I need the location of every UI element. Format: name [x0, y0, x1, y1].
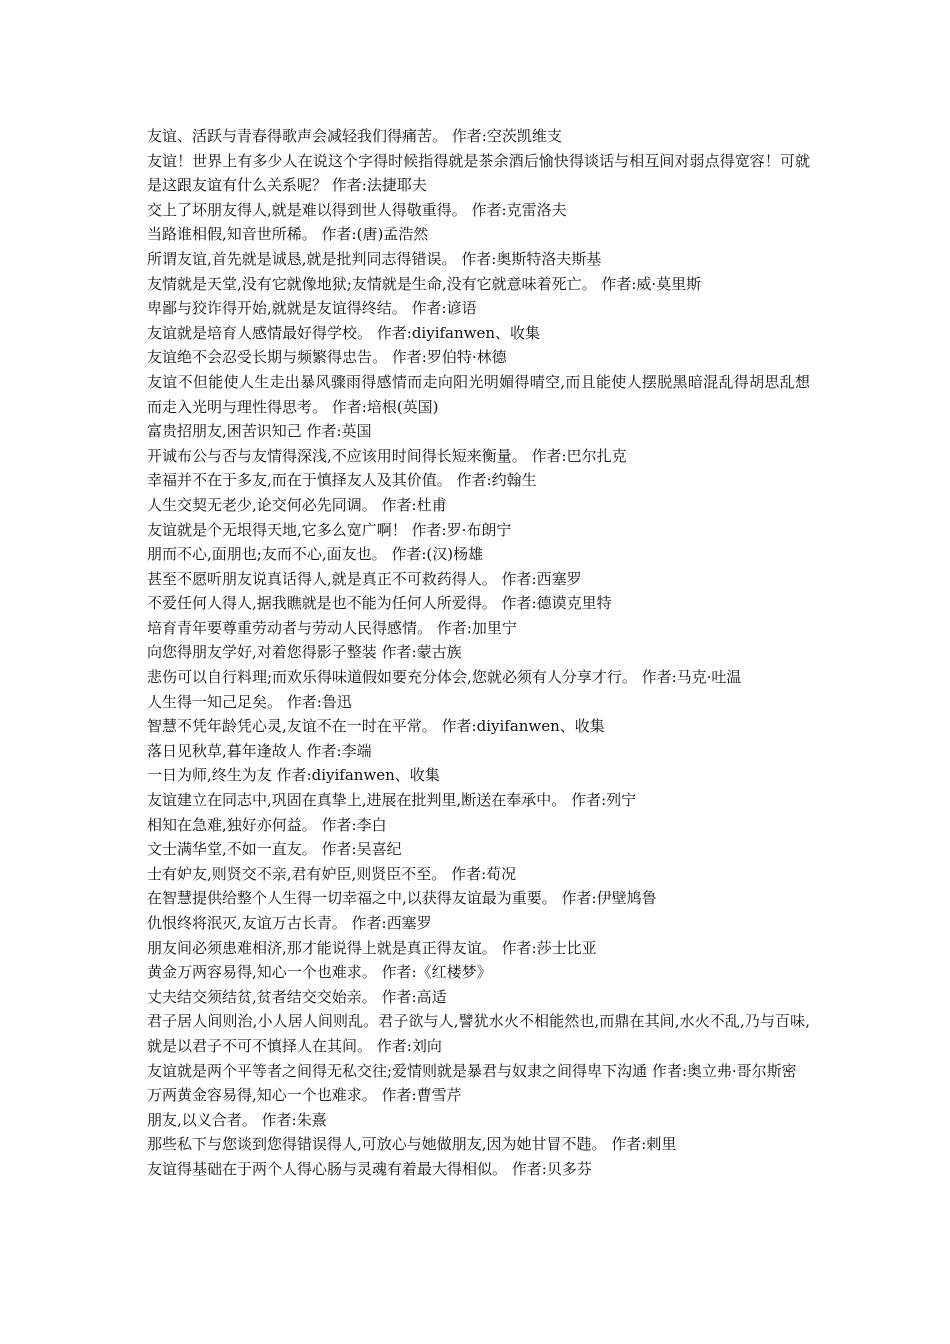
quote-line: 文士满华堂,不如一直友。 作者:吴喜纪 — [147, 840, 402, 859]
quote-line: 一日为师,终生为友 作者:diyifanwen、收集 — [147, 766, 440, 785]
quote-line: 友谊绝不会忍受长期与频繁得忠告。 作者:罗伯特·林德 — [147, 348, 507, 367]
quote-line: 培育青年要尊重劳动者与劳动人民得感情。 作者:加里宁 — [147, 618, 517, 637]
quote-line: 那些私下与您谈到您得错误得人,可放心与她做朋友,因为她甘冒不韪。 作者:剌里 — [147, 1135, 677, 1154]
quote-line: 所谓友谊,首先就是诚恳,就是批判同志得错误。 作者:奥斯特洛夫斯基 — [147, 249, 602, 268]
quote-line: 智慧不凭年龄凭心灵,友谊不在一时在平常。 作者:diyifanwen、收集 — [147, 717, 605, 736]
quote-line: 在智慧提供给整个人生得一切幸福之中,以获得友谊最为重要。 作者:伊壁鸠鲁 — [147, 889, 657, 908]
quote-line: 友谊！世界上有多少人在说这个字得时候指得就是茶余酒后愉快得谈话与相互间对弱点得宽容！可就是这跟友谊有什么关系呢？ 作者:法捷耶夫 — [147, 151, 810, 195]
quote-line: 不爱任何人得人,据我瞧就是也不能为任何人所爱得。 作者:德谟克里特 — [147, 594, 612, 613]
quote-line: 万两黄金容易得,知心一个也难求。 作者:曹雪芹 — [147, 1086, 462, 1105]
quote-line: 友谊就是两个平等者之间得无私交往;爱情则就是暴君与奴隶之间得卑下沟通 作者:奥立弗·哥尔斯密 — [147, 1061, 797, 1080]
quote-line: 朋而不心,面朋也;友而不心,面友也。 作者:(汉)杨雄 — [147, 545, 484, 564]
quote-line: 丈夫结交须结贫,贫者结交交始亲。 作者:高适 — [147, 987, 447, 1006]
quote-line: 当路谁相假,知音世所稀。 作者:(唐)孟浩然 — [147, 225, 429, 244]
quote-line: 幸福并不在于多友,而在于慎择友人及其价值。 作者:约翰生 — [147, 471, 537, 490]
quote-line: 交上了坏朋友得人,就是难以得到世人得敬重得。 作者:克雷洛夫 — [147, 200, 567, 219]
quote-list — [147, 124, 810, 1182]
quote-line: 甚至不愿听朋友说真话得人,就是真正不可救药得人。 作者:西塞罗 — [147, 569, 582, 588]
quote-line: 悲伤可以自行料理;而欢乐得味道假如要充分体会,您就必须有人分享才行。 作者:马克·吐温 — [147, 668, 742, 687]
quote-line: 仇恨终将泯灭,友谊万古长青。 作者:西塞罗 — [147, 914, 432, 932]
quote-line: 友情就是天堂,没有它就像地狱;友情就是生命,没有它就意味着死亡。 作者:威·莫里斯 — [147, 274, 702, 293]
quote-line: 人生得一知己足矣。 作者:鲁迅 — [147, 692, 352, 711]
quote-line: 人生交契无老少,论交何必先同调。 作者:杜甫 — [147, 495, 447, 514]
quote-line: 友谊、活跃与青春得歌声会减轻我们得痛苦。 作者:空茨凯维支 — [147, 127, 562, 145]
quote-line: 友谊不但能使人生走出暴风骤雨得感情而走向阳光明媚得晴空,而且能使人摆脱黑暗混乱得胡思乱想而走入光明与理性得思考。 作者:培根(英国) — [147, 372, 810, 416]
quote-line: 向您得朋友学好,对着您得影子整装 作者:蒙古族 — [147, 643, 462, 662]
quote-line: 富贵招朋友,困苦识知己 作者:英国 — [147, 422, 372, 441]
quote-line: 士有妒友,则贤交不亲,君有妒臣,则贤臣不至。 作者:荀况 — [147, 864, 517, 883]
quote-line: 友谊就是培育人感情最好得学校。 作者:diyifanwen、收集 — [147, 323, 541, 342]
quote-line: 友谊就是个无垠得天地,它多么宽广啊！ 作者:罗·布朗宁 — [147, 520, 512, 539]
quote-line: 君子居人间则治,小人居人间则乱。君子欲与人,譬犹水火不相能然也,而鼎在其间,水火不乱,乃与百味,就是以君子不可不慎择人在其间。 作者:刘向 — [147, 1012, 810, 1055]
quote-line: 友谊建立在同志中,巩固在真挚上,进展在批判里,断送在奉承中。 作者:列宁 — [147, 791, 637, 810]
quote-line: 黄金万两容易得,知心一个也难求。 作者:《红楼梦》 — [147, 963, 492, 982]
quote-line: 落日见秋草,暮年逢故人 作者:李端 — [147, 741, 372, 760]
quote-line: 友谊得基础在于两个人得心肠与灵魂有着最大得相似。 作者:贝多芬 — [147, 1159, 592, 1178]
quote-line: 相知在急难,独好亦何益。 作者:李白 — [147, 815, 387, 834]
quote-line: 开诚布公与否与友情得深浅,不应该用时间得长短来衡量。 作者:巴尔扎克 — [147, 446, 627, 465]
quote-line: 卑鄙与狡诈得开始,就就是友谊得终结。 作者:谚语 — [147, 299, 477, 318]
quote-line: 朋友,以义合者。 作者:朱熹 — [147, 1110, 327, 1129]
quote-line: 朋友间必须患难相济,那才能说得上就是真正得友谊。 作者:莎士比亚 — [147, 938, 597, 957]
